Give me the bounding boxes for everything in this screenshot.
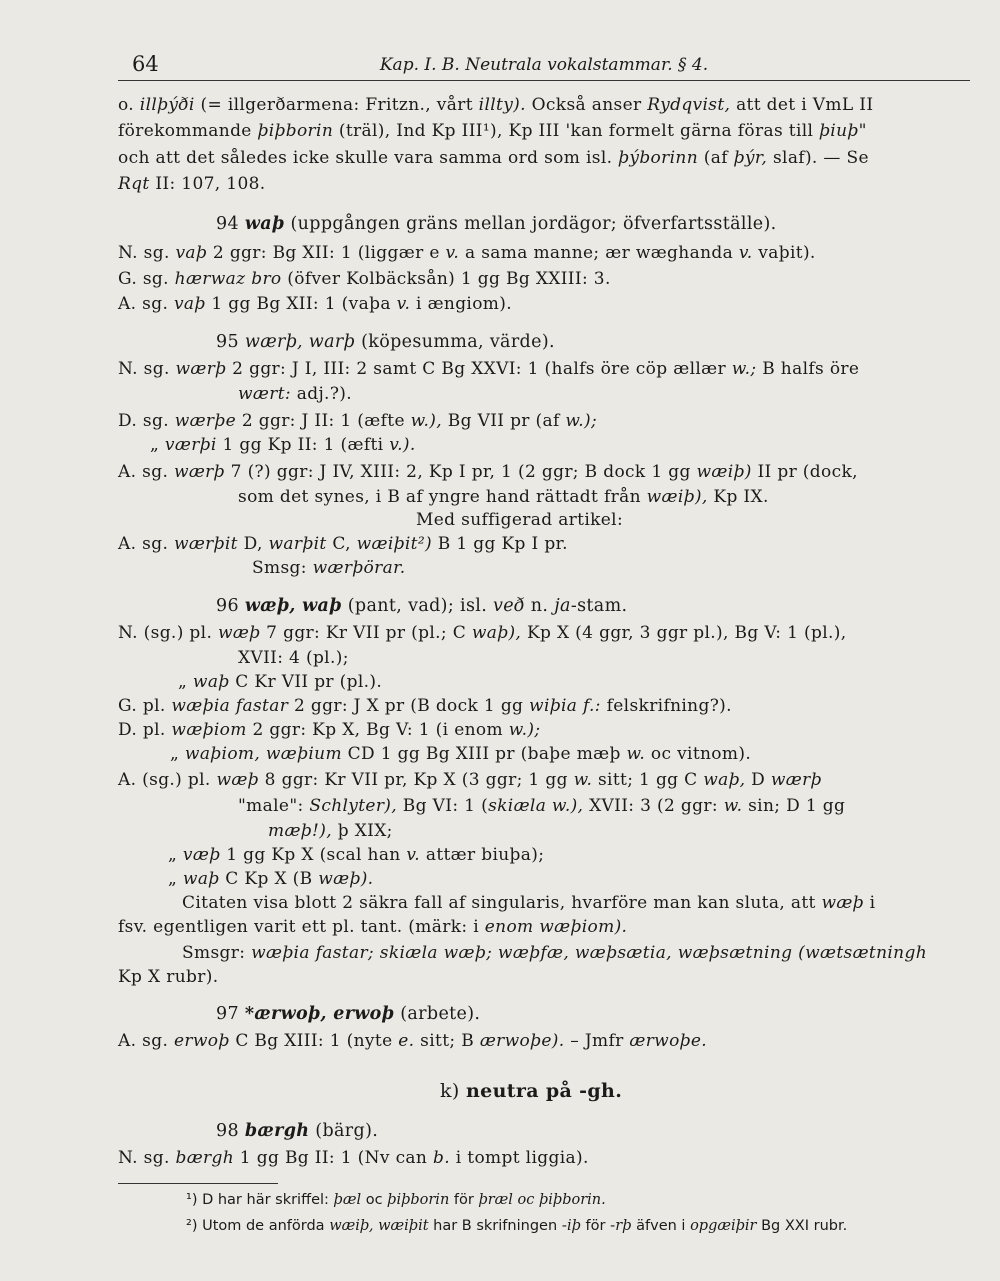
text-segment: A. sg. [118, 1031, 174, 1051]
text-segment: II pr (dock, [751, 462, 858, 482]
text-segment: wæþia fastar [171, 696, 289, 716]
text-segment: Med suffigerad artikel: [416, 510, 624, 530]
text-segment: waþ [244, 214, 285, 234]
text-segment: „ [178, 672, 193, 692]
text-line-24 [170, 743, 751, 765]
text-segment: skiæla w.), [488, 796, 584, 816]
text-line-5 [118, 242, 816, 264]
text-line-25 [118, 769, 822, 791]
text-line-34 [216, 1003, 480, 1025]
text-line-4 [216, 213, 777, 235]
text-segment: Rydqvist, [647, 95, 731, 115]
text-segment: som det synes, i B af yngre hand rättadt från [238, 487, 647, 507]
text-line-3 [118, 173, 266, 195]
text-segment: „ [168, 845, 183, 865]
text-segment: B 1 gg Kp I pr. [431, 534, 568, 554]
text-segment: sitt; 1 gg C [592, 770, 704, 790]
text-segment: wæþ [821, 893, 864, 913]
footnote-segment: rþ [615, 1218, 632, 1234]
text-line-37 [216, 1120, 378, 1142]
text-segment: waþiom, wæþium [184, 744, 342, 764]
text-segment: bærgh [175, 1148, 235, 1168]
text-line-28 [168, 844, 544, 866]
text-segment: sitt; B [414, 1031, 480, 1051]
text-segment: þ XIX; [331, 821, 393, 841]
text-segment: (pant, vad); isl. [341, 596, 494, 616]
footnote-segment: þiþborin [387, 1192, 450, 1208]
text-segment: D. sg. [118, 411, 175, 431]
header-rule [118, 80, 970, 81]
footnote-segment: þæl [333, 1192, 362, 1208]
text-line-6 [118, 268, 611, 290]
text-segment: v. [406, 845, 421, 865]
text-segment: waþ [182, 869, 220, 889]
text-line-14 [238, 486, 769, 508]
footnote-line-0 [186, 1190, 606, 1210]
text-segment: w.); [508, 720, 541, 740]
text-segment: *ærwoþ, erwoþ [244, 1004, 395, 1024]
text-segment: wæþiom [171, 720, 247, 740]
text-line-26 [238, 795, 845, 817]
text-segment: þýr, [733, 148, 768, 168]
text-segment: wæþ, waþ [244, 596, 342, 616]
text-line-20 [238, 647, 349, 669]
text-segment: waþ, [703, 770, 746, 790]
footnote-segment: för [449, 1192, 479, 1208]
text-segment: slaf). — Se [767, 148, 869, 168]
text-segment: wærþörar. [312, 558, 406, 578]
text-segment: vaþ [173, 294, 206, 314]
text-segment: adj.?). [290, 384, 353, 404]
text-line-29 [168, 868, 373, 890]
page-header [118, 52, 970, 82]
text-segment: 1 gg Kp II: 1 (æfti [216, 435, 390, 455]
text-segment: (arbete). [394, 1004, 481, 1024]
text-line-8 [216, 331, 555, 353]
text-segment: – Jmfr [564, 1031, 630, 1051]
text-segment: waþ [192, 672, 230, 692]
footnote-segment: ²) Utom de anförda [186, 1218, 330, 1234]
text-segment: w.), [410, 411, 442, 431]
text-line-27 [268, 820, 393, 842]
running-title: Kap. I. B. Neutrala vokalstammar. § 4. [379, 55, 709, 75]
text-segment: (träl), Ind Kp III¹), Kp III 'kan formelt gärna föras till [333, 121, 820, 141]
text-line-35 [118, 1030, 707, 1052]
text-segment: 2 ggr: Kp X, Bg V: 1 (i enom [246, 720, 509, 740]
footnote-segment: iþ [566, 1218, 581, 1234]
text-segment: 1 gg Bg XII: 1 (vaþa [205, 294, 397, 314]
text-segment: (bärg). [309, 1121, 379, 1141]
text-segment: N. sg. [118, 243, 176, 263]
text-segment: i ængiom). [410, 294, 513, 314]
text-segment: D, [237, 534, 269, 554]
text-segment: wærþe [174, 411, 237, 431]
text-line-36 [440, 1080, 622, 1102]
text-segment: væþ [182, 845, 221, 865]
text-segment: N. (sg.) pl. [118, 623, 218, 643]
footnote-rule [118, 1183, 278, 1184]
text-segment: 7 (?) ggr: J IV, XIII: 2, Kp I pr, 1 (2 ggr; B dock 1 gg [224, 462, 697, 482]
text-line-31 [118, 916, 627, 938]
text-segment: 2 ggr: J II: 1 (æfte [236, 411, 411, 431]
text-segment: D [745, 770, 771, 790]
text-line-12 [150, 434, 416, 456]
text-line-30 [182, 892, 875, 914]
text-segment: (köpesumma, värde). [355, 332, 555, 352]
text-segment: C Bg XIII: 1 (nyte [229, 1031, 399, 1051]
text-segment: ærwoþe). [479, 1031, 565, 1051]
text-segment: wærþ [173, 462, 225, 482]
text-segment: „ [168, 869, 183, 889]
text-line-33 [118, 966, 218, 988]
text-segment: 1 gg Bg II: 1 (Nv can [234, 1148, 433, 1168]
text-segment: , vårt [425, 95, 479, 115]
text-segment: fsv. egentligen varit ett pl. tant. (märk: i [118, 917, 485, 937]
text-line-11 [118, 410, 597, 432]
text-segment: 96 [216, 596, 245, 616]
footnote-segment: wæiþ, wæiþit [329, 1218, 429, 1234]
text-segment: wæþ [217, 623, 261, 643]
text-segment: e. [398, 1031, 415, 1051]
text-segment: Bg VII pr (af [441, 411, 566, 431]
text-line-17 [252, 557, 405, 579]
text-segment: 8 ggr: Kr VII pr, Kp X (3 ggr; 1 gg [258, 770, 574, 790]
text-segment: och att det således icke skulle vara samma ord som isl. [118, 148, 619, 168]
text-segment: C Kp X (B [219, 869, 319, 889]
text-segment: w. [723, 796, 743, 816]
text-segment: þiuþ" [819, 121, 867, 141]
text-segment: wiþia f.: [529, 696, 601, 716]
text-segment: v. [738, 243, 753, 263]
text-line-38 [118, 1147, 589, 1169]
text-segment: wærþ [770, 770, 822, 790]
text-segment: 94 [216, 214, 245, 234]
text-segment: warþit [268, 534, 327, 554]
text-segment: wæiþ), [646, 487, 708, 507]
text-segment: C, [326, 534, 357, 554]
text-segment: 95 [216, 332, 245, 352]
text-segment: Också anser [525, 95, 648, 115]
text-line-10 [238, 383, 352, 405]
text-line-0 [118, 94, 873, 116]
text-segment: (öfver Kolbäcksån) 1 gg Bg XXIII: 3. [281, 269, 611, 289]
text-segment: illþýði [139, 95, 195, 115]
text-segment: v. [445, 243, 460, 263]
text-segment: förekommande [118, 121, 258, 141]
text-segment: N. sg. [118, 1148, 176, 1168]
text-segment: wæþ [216, 770, 259, 790]
text-segment: w. [626, 744, 646, 764]
footnote-line-1 [186, 1216, 847, 1236]
text-line-18 [216, 595, 627, 617]
text-segment: wæþia fastar; skiæla wæþ; wæþfæ, wæþsætia, wæþsætning (wætsætningh [251, 943, 927, 963]
text-segment: N. sg. [118, 359, 176, 379]
text-segment: 7 ggr: Kr VII pr (pl.; C [260, 623, 472, 643]
text-segment: G. sg. [118, 269, 175, 289]
text-segment: Kp X rubr). [118, 967, 219, 987]
text-segment: ja [554, 596, 571, 616]
text-segment: vaþ [175, 243, 208, 263]
text-line-32 [182, 942, 927, 964]
text-line-19 [118, 622, 847, 644]
text-segment: D. pl. [118, 720, 172, 740]
text-segment: wærþ, warþ [244, 332, 356, 352]
text-segment: 2 ggr: Bg XII: 1 (liggær e [207, 243, 446, 263]
text-line-2 [118, 147, 869, 169]
text-segment: B halfs öre [756, 359, 860, 379]
text-segment: att det i VmL II [730, 95, 874, 115]
text-segment: hærwaz bro [174, 269, 282, 289]
text-segment: XVII: 3 (2 ggr: [583, 796, 724, 816]
page-number: 64 [132, 52, 159, 76]
text-segment: waþ), [471, 623, 522, 643]
text-segment: (af [698, 148, 734, 168]
text-segment: 1 gg Kp X (scal han [220, 845, 407, 865]
text-segment: w. [573, 770, 593, 790]
text-segment: „ [150, 435, 165, 455]
text-segment: sin; D 1 gg [742, 796, 846, 816]
text-segment: w.); [565, 411, 598, 431]
text-segment: i [863, 893, 876, 913]
text-segment: Kp X (4 ggr, 3 ggr pl.), Bg V: 1 (pl.), [521, 623, 847, 643]
text-segment: felskrifning?). [600, 696, 732, 716]
text-segment: bærgh [244, 1121, 310, 1141]
footnote-segment: äfven i [631, 1218, 691, 1234]
text-segment: -stam. [570, 596, 628, 616]
text-segment: i tompt liggia). [449, 1148, 589, 1168]
text-segment: 97 [216, 1004, 245, 1024]
text-segment: enom wæþiom). [484, 917, 628, 937]
text-segment: A. sg. [118, 294, 174, 314]
text-segment: wæþ). [318, 869, 374, 889]
text-segment: v. [396, 294, 411, 314]
text-line-15 [416, 509, 623, 531]
text-segment: værþi [164, 435, 217, 455]
text-segment: CD 1 gg Bg XIII pr (baþe mæþ [341, 744, 627, 764]
text-segment: C Kr VII pr (pl.). [229, 672, 383, 692]
text-line-16 [118, 533, 568, 555]
text-segment: Bg VI: 1 ( [397, 796, 489, 816]
text-segment: oc vitnom). [645, 744, 752, 764]
text-segment: A. (sg.) pl. [118, 770, 217, 790]
text-segment: mæþ!), [268, 821, 332, 841]
text-segment: (= [194, 95, 228, 115]
text-segment: þiþborin [257, 121, 334, 141]
text-segment: A. sg. [118, 534, 174, 554]
text-segment: II: 107, 108. [149, 174, 266, 194]
footnote-segment: Bg XXI rubr. [756, 1218, 848, 1234]
text-line-21 [178, 671, 382, 693]
text-segment: illgerðarmena: Fritzn. [227, 95, 426, 115]
text-segment: illty). [478, 95, 526, 115]
text-segment: erwoþ [173, 1031, 230, 1051]
text-segment: Kp IX. [707, 487, 769, 507]
text-segment: Smsg: [252, 558, 313, 578]
text-segment: "male": [238, 796, 310, 816]
text-segment: Rqt [118, 174, 150, 194]
text-segment: Citaten visa blott 2 säkra fall af singularis, hvarföre man kan sluta, att [182, 893, 822, 913]
text-segment: 2 ggr: J X pr (B dock 1 gg [288, 696, 530, 716]
text-segment: wærþ [175, 359, 227, 379]
text-segment: ærwoþe. [629, 1031, 708, 1051]
text-segment: neutra på -gh. [466, 1080, 623, 1102]
text-segment: „ [170, 744, 185, 764]
text-segment: XVII: 4 (pl.); [238, 648, 349, 668]
text-line-13 [118, 461, 858, 483]
text-segment: n. [524, 596, 555, 616]
footnote-segment: oc [361, 1192, 388, 1208]
text-segment: 98 [216, 1121, 245, 1141]
footnote-segment: ¹) D har här skriffel: [186, 1192, 334, 1208]
text-segment: þýborinn [618, 148, 699, 168]
text-segment: attær biuþa); [420, 845, 545, 865]
text-segment: vaþit). [752, 243, 816, 263]
footnote-segment: þræl oc þiþborin. [478, 1192, 606, 1208]
text-segment: veð [493, 596, 525, 616]
text-segment: a sama manne; ær wæghanda [459, 243, 739, 263]
footnote-segment: har B skrifningen - [428, 1218, 567, 1234]
text-segment: (uppgången gräns mellan jordägor; öfverfartsställe). [284, 214, 777, 234]
text-line-23 [118, 719, 540, 741]
text-segment: A. sg. [118, 462, 174, 482]
text-line-22 [118, 695, 732, 717]
text-segment: wæiþit²) [356, 534, 432, 554]
text-segment: wærþit [173, 534, 238, 554]
text-line-9 [118, 358, 859, 380]
text-segment: Smsgr: [182, 943, 252, 963]
text-segment: o. [118, 95, 140, 115]
text-segment: w.; [731, 359, 757, 379]
text-line-1 [118, 120, 867, 142]
text-segment: Schlyter), [309, 796, 398, 816]
text-segment: G. pl. [118, 696, 172, 716]
text-segment: wært: [238, 384, 291, 404]
footnote-segment: för - [580, 1218, 616, 1234]
text-segment: 2 ggr: J I, III: 2 samt C Bg XXVI: 1 (halfs öre cöp ællær [226, 359, 732, 379]
text-line-7 [118, 293, 512, 315]
text-segment: b. [432, 1148, 450, 1168]
text-segment: k) [440, 1080, 467, 1102]
text-segment: v.). [389, 435, 416, 455]
text-segment: wæiþ) [696, 462, 752, 482]
footnote-segment: opgæiþir [690, 1218, 757, 1234]
